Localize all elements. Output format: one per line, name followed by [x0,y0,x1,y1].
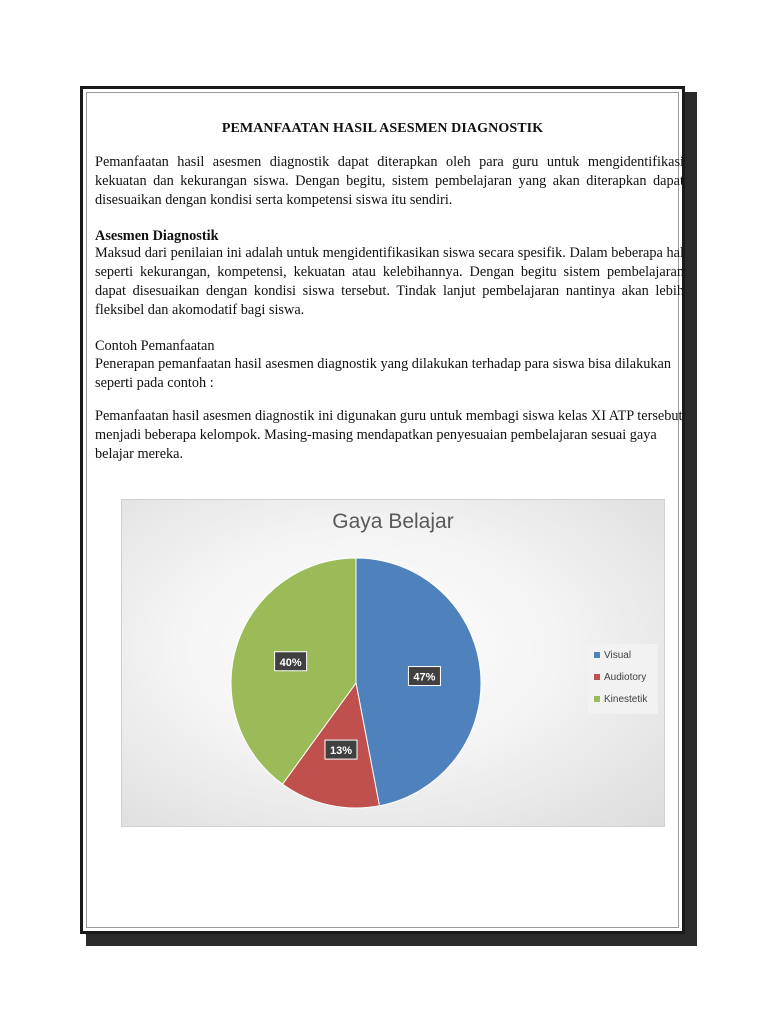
pie-label-text-kinestetik: 40% [279,656,302,669]
section-heading-contoh: Contoh Pemanfaatan [95,338,215,354]
document-page [80,86,685,934]
legend-label-audiotory: Audiotory [604,671,647,683]
legend-label-kinestetik: Kinestetik [604,693,648,705]
pie-chart [121,499,665,827]
legend-swatch-audiotory [594,674,600,680]
legend-item-audiotory [594,670,646,684]
section-body-asesmen: Maksud dari penilaian ini adalah untuk mengidentifikasikan siswa secara spesifik. Dalam beberapa hal seperti kekurangan, kompetensi, kekuatan atau kelebihannya. Dengan begitu sistem pembelajaran dapat disesuaikan dengan kondisi siswa tersebut. Tindak lanjut pembelajaran nantinya akan lebih fleksibel dan akomodatif bagi siswa. [95,245,684,318]
legend-item-visual [594,648,631,662]
legend-label-visual: Visual [604,649,632,661]
pie-label-audiotory [325,740,357,759]
pie-label-visual [408,667,440,686]
intro-paragraph: Pemanfaatan hasil asesmen diagnostik dapat diterapkan oleh para guru untuk mengidentifikasi kekuatan dan kekurangan siswa. Dengan begitu, sistem pembelajaran yang akan diterapkan dapat disesuaikan dengan kondisi serta kompetensi siswa itu sendiri. [95,154,684,208]
chart-title: Gaya Belajar [332,510,454,533]
pie-label-text-audiotory: 13% [329,745,353,758]
chart-legend [588,644,658,714]
section-body-kelompok: Pemanfaatan hasil asesmen diagnostik ini digunakan guru untuk membagi siswa kelas XI ATP tersebut menjadi beberapa kelompok. Masing-masing mendapatkan penyesuaian pembelajaran sesuai gaya belajar mereka. [95,408,683,462]
pie-label-kinestetik [275,652,307,671]
legend-swatch-visual [594,652,600,658]
page-inner-border [86,92,684,928]
legend-item-kinestetik [594,692,647,706]
document-title: PEMANFAATAN HASIL ASESMEN DIAGNOSTIK [221,121,544,136]
pie-label-text-visual: 47% [413,671,436,684]
pie-chart-svg [122,500,664,826]
section-body-contoh: Penerapan pemanfaatan hasil asesmen diagnostik yang dilakukan terhadap para siswa bisa dilakukan seperti pada contoh : [95,356,672,391]
section-heading-asesmen: Asesmen Diagnostik [95,228,219,244]
legend-swatch-kinestetik [594,696,600,702]
